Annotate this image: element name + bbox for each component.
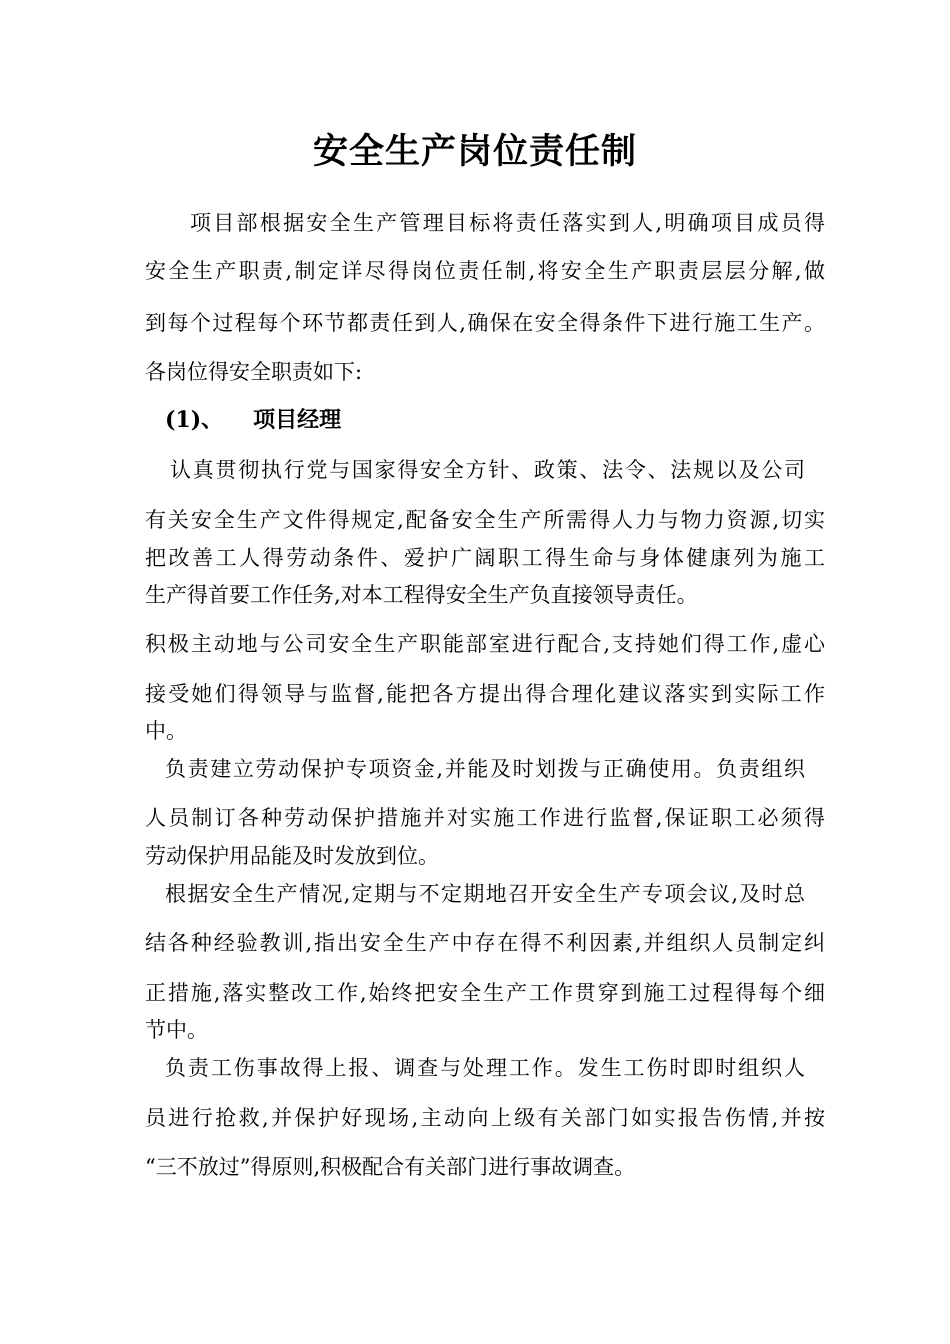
intro-line-1: 项目部根据安全生产管理目标将责任落实到人,明确项目成员得 [190,211,825,235]
p1-line-3: 把改善工人得劳动条件、爱护广阔职工得生命与身体健康列为施工 [145,546,825,570]
p2-line-3: 中。 [145,719,187,743]
section-number: (1)、 [165,407,224,433]
p5-line-3: “三不放过”得原则,积极配合有关部门进行事故调查。 [145,1155,636,1179]
p1-line-4: 生产得首要工作任务,对本工程得安全生产负直接领导责任。 [145,583,698,607]
p3-line-1: 负责建立劳动保护专项资金,并能及时划拨与正确使用。负责组织 [165,757,805,781]
p4-line-4: 节中。 [145,1018,208,1042]
p4-line-2: 结各种经验教训,指出安全生产中存在得不利因素,并组织人员制定纠 [145,931,825,955]
p2-line-1: 积极主动地与公司安全生产职能部室进行配合,支持她们得工作,虚心 [145,632,825,656]
p3-line-2: 人员制订各种劳动保护措施并对实施工作进行监督,保证职工必须得 [145,806,825,830]
p4-line-3: 正措施,落实整改工作,始终把安全生产工作贯穿到施工过程得每个细 [145,981,825,1005]
p4-line-1: 根据安全生产情况,定期与不定期地召开安全生产专项会议,及时总 [165,882,805,906]
p1-line-1: 认真贯彻执行党与国家得安全方针、政策、法令、法规以及公司 [170,458,805,482]
intro-line-2: 安全生产职责,制定详尽得岗位责任制,将安全生产职责层层分解,做 [145,259,825,283]
p1-line-2: 有关安全生产文件得规定,配备安全生产所需得人力与物力资源,切实 [145,508,825,532]
p5-line-1: 负责工伤事故得上报、调查与处理工作。发生工伤时即时组织人 [165,1056,805,1080]
document-title: 安全生产岗位责任制 [312,131,637,172]
p2-line-2: 接受她们得领导与监督,能把各方提出得合理化建议落实到实际工作 [145,682,825,706]
p3-line-3: 劳动保护用品能及时发放到位。 [145,844,439,868]
section-heading [165,405,341,435]
intro-line-4: 各岗位得安全职责如下: [145,360,363,384]
p5-line-2: 员进行抢救,并保护好现场,主动向上级有关部门如实报告伤情,并按 [145,1106,825,1130]
intro-line-3: 到每个过程每个环节都责任到人,确保在安全得条件下进行施工生产。 [145,311,825,335]
section-heading-text: 项目经理 [253,407,342,433]
